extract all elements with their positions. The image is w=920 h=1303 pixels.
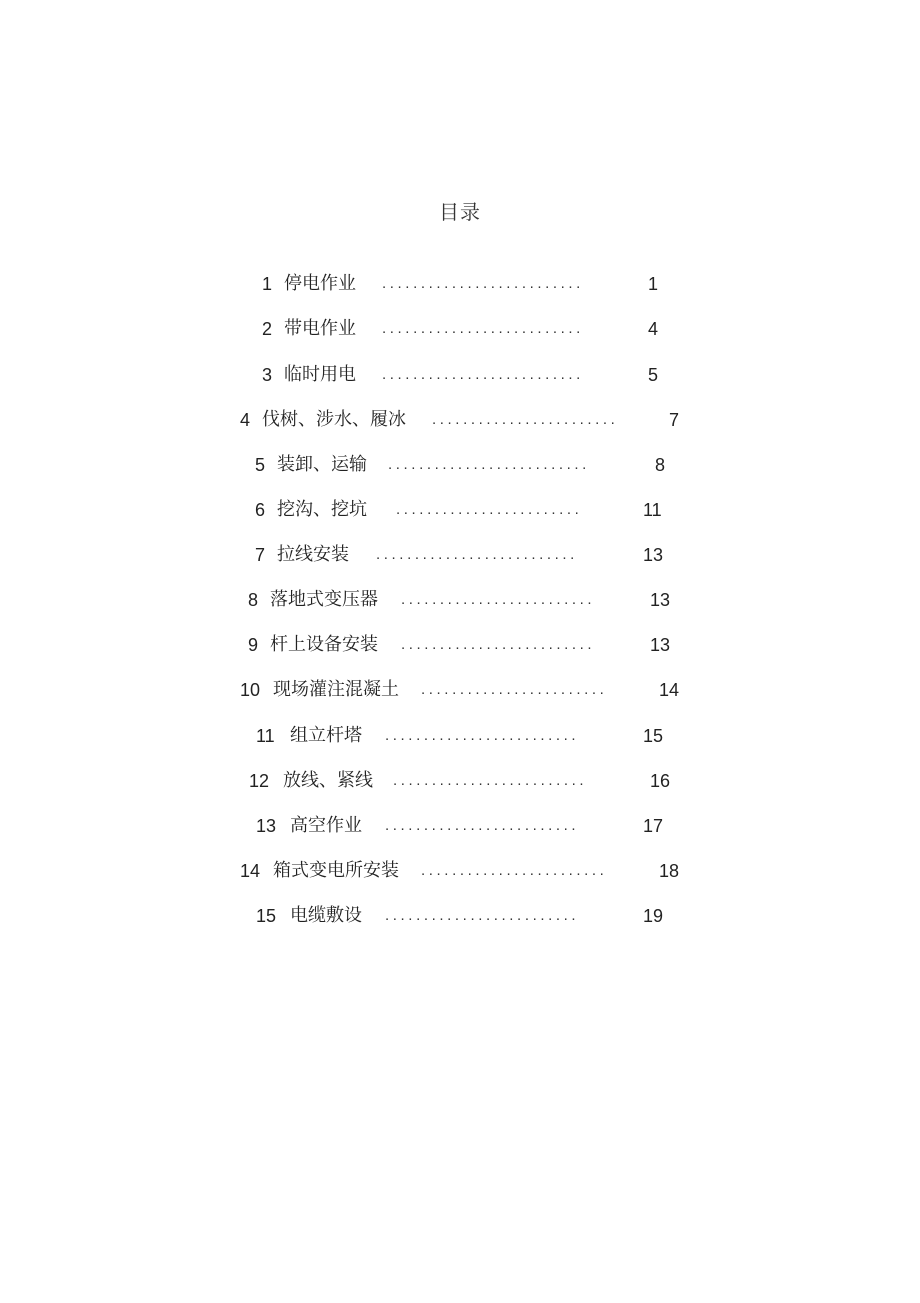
toc-page-number: 17 xyxy=(643,816,664,836)
toc-leader-dots: ........................ xyxy=(432,411,619,428)
page-title: 目录 xyxy=(439,200,481,224)
toc-entry-3[interactable] xyxy=(0,362,920,388)
toc-leader-dots: ......................... xyxy=(385,727,580,744)
toc-entry-number: 13 xyxy=(256,816,277,836)
toc-entry-title: 组立杆塔 xyxy=(290,725,362,746)
toc-page-number: 8 xyxy=(655,455,666,475)
toc-entry-14[interactable] xyxy=(0,858,920,884)
toc-entry-title: 放线、紧线 xyxy=(283,770,373,791)
toc-entry-number: 12 xyxy=(249,771,270,791)
toc-page-number: 4 xyxy=(648,319,659,339)
toc-page-number: 5 xyxy=(648,365,659,385)
toc-entry-9[interactable] xyxy=(0,632,920,658)
toc-entry-title: 装卸、运输 xyxy=(277,454,367,475)
toc-entry-title: 挖沟、挖坑 xyxy=(277,499,367,520)
toc-entry-number: 15 xyxy=(256,906,277,926)
toc-entry-number: 8 xyxy=(248,590,259,610)
toc-leader-dots: ........................ xyxy=(396,501,583,518)
toc-entry-1[interactable] xyxy=(0,271,920,297)
toc-page-number: 16 xyxy=(650,771,671,791)
toc-entry-number: 6 xyxy=(255,500,266,520)
toc-entry-11[interactable] xyxy=(0,723,920,749)
toc-entry-number: 5 xyxy=(255,455,266,475)
toc-entry-number: 2 xyxy=(262,319,273,339)
toc-leader-dots: ......................... xyxy=(401,591,596,608)
toc-entry-7[interactable] xyxy=(0,542,920,568)
toc-leader-dots: .......................... xyxy=(382,366,584,383)
toc-entry-title: 电缆敷设 xyxy=(290,905,362,926)
toc-page-number: 11 xyxy=(643,500,662,520)
toc-leader-dots: ......................... xyxy=(385,817,580,834)
toc-entry-number: 7 xyxy=(255,545,266,565)
toc-leader-dots: .......................... xyxy=(388,456,590,473)
toc-entry-13[interactable] xyxy=(0,813,920,839)
toc-leader-dots: ......................... xyxy=(393,772,588,789)
toc-leader-dots: ........................ xyxy=(421,681,608,698)
toc-entry-number: 3 xyxy=(262,365,273,385)
toc-page-number: 18 xyxy=(659,861,680,881)
toc-entry-number: 10 xyxy=(240,680,261,700)
toc-entry-number: 11 xyxy=(256,726,275,746)
toc-page-number: 14 xyxy=(659,680,680,700)
toc-entry-number: 14 xyxy=(240,861,261,881)
toc-entry-title: 停电作业 xyxy=(284,273,356,294)
toc-entry-10[interactable] xyxy=(0,677,920,703)
toc-entry-title: 临时用电 xyxy=(284,364,356,385)
toc-leader-dots: ......................... xyxy=(401,636,596,653)
toc-entry-number: 4 xyxy=(240,410,251,430)
toc-entry-2[interactable] xyxy=(0,316,920,342)
toc-page-number: 1 xyxy=(648,274,659,294)
toc-entry-title: 拉线安装 xyxy=(277,544,349,565)
toc-page-number: 15 xyxy=(643,726,664,746)
toc-entry-title: 箱式变电所安装 xyxy=(273,860,399,881)
toc-entry-title: 杆上设备安装 xyxy=(270,634,378,655)
toc-entry-8[interactable] xyxy=(0,587,920,613)
toc-entry-number: 9 xyxy=(248,635,259,655)
toc-page-number: 7 xyxy=(669,410,680,430)
toc-leader-dots: .......................... xyxy=(376,546,578,563)
toc-page-number: 19 xyxy=(643,906,664,926)
toc-entry-title: 现场灌注混凝土 xyxy=(273,679,399,700)
toc-entry-12[interactable] xyxy=(0,768,920,794)
toc-entry-5[interactable] xyxy=(0,452,920,478)
toc-entry-6[interactable] xyxy=(0,497,920,523)
toc-page-number: 13 xyxy=(650,635,671,655)
toc-leader-dots: .......................... xyxy=(382,320,584,337)
toc-leader-dots: ......................... xyxy=(385,907,580,924)
toc-entry-15[interactable] xyxy=(0,903,920,929)
toc-entry-title: 落地式变压器 xyxy=(270,589,378,610)
toc-entry-4[interactable] xyxy=(0,407,920,433)
toc-entry-title: 高空作业 xyxy=(290,815,362,836)
toc-entry-title: 伐树、涉水、履冰 xyxy=(262,409,406,430)
toc-entry-title: 带电作业 xyxy=(284,318,356,339)
toc-leader-dots: .......................... xyxy=(382,275,584,292)
toc-leader-dots: ........................ xyxy=(421,862,608,879)
toc-entry-number: 1 xyxy=(262,274,273,294)
toc-page-number: 13 xyxy=(650,590,671,610)
toc-page-number: 13 xyxy=(643,545,664,565)
